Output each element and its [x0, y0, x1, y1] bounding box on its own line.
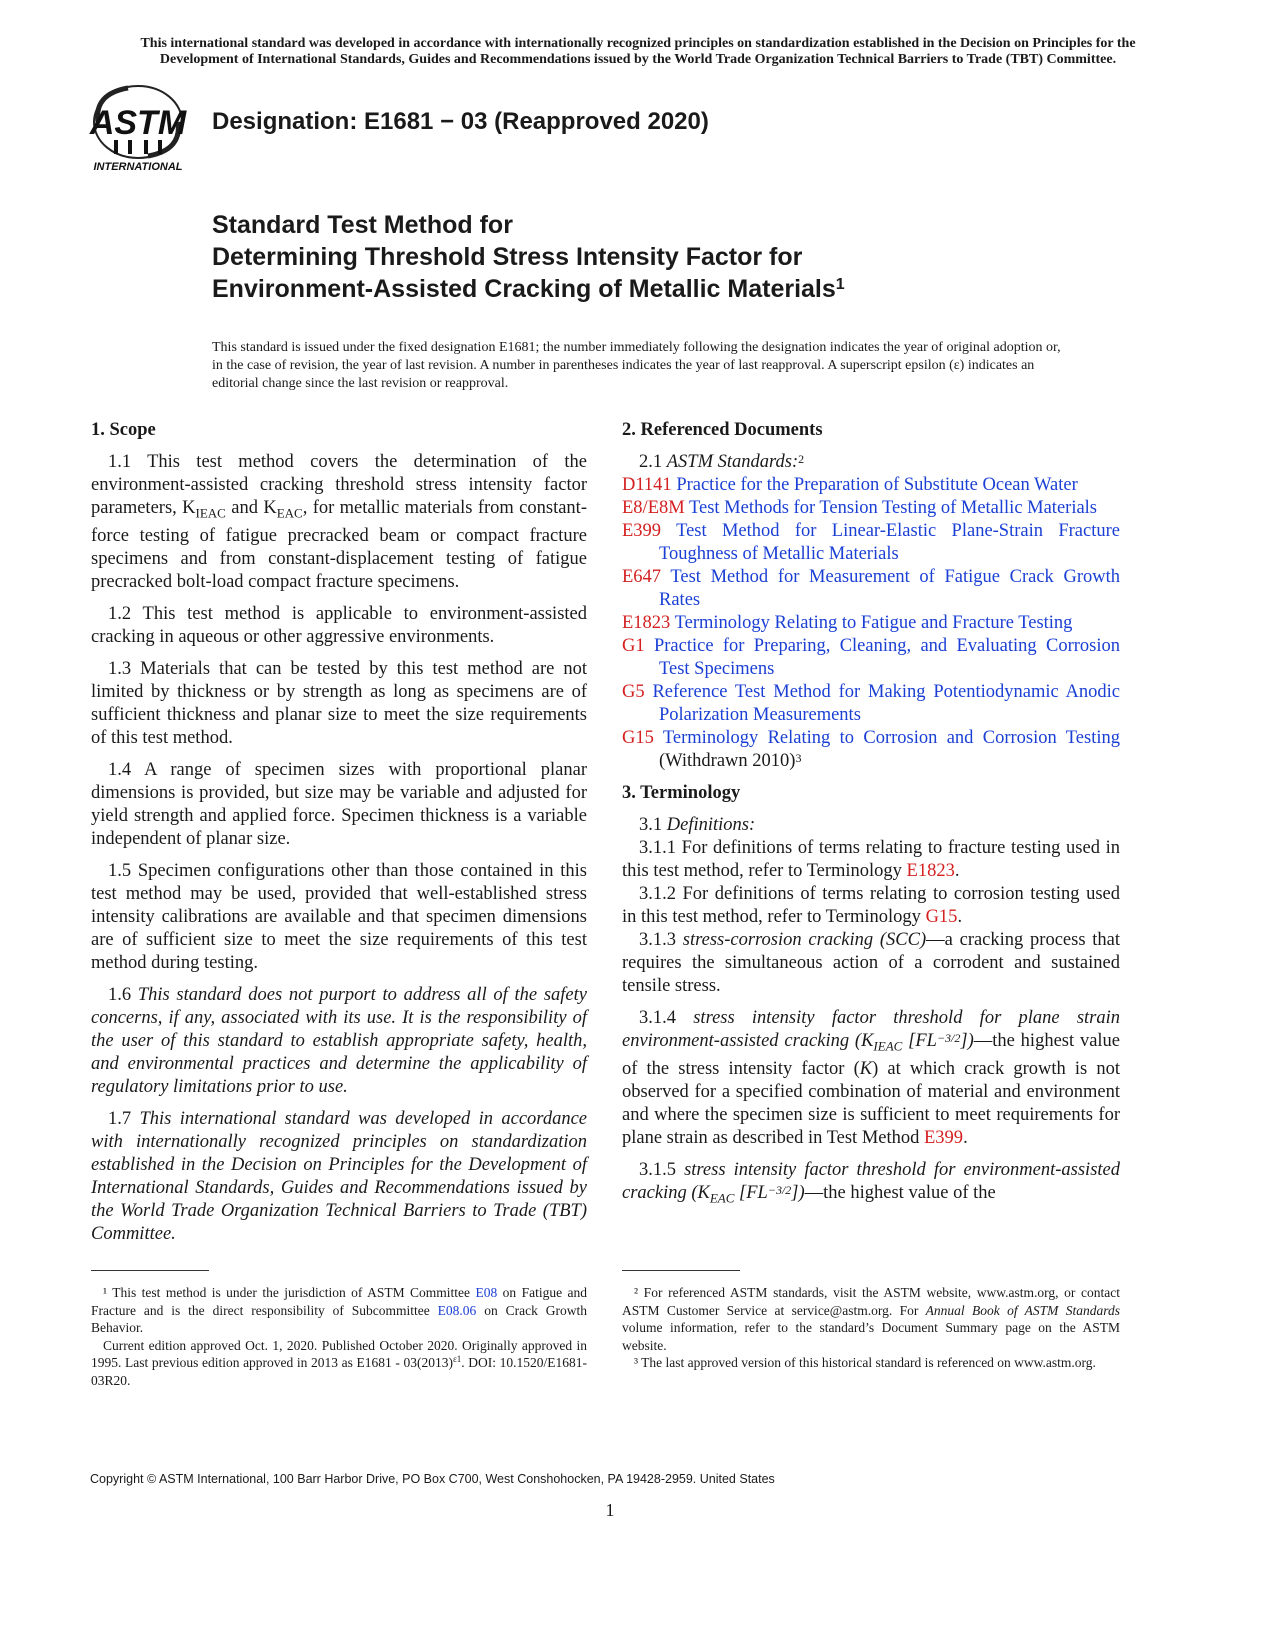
reference-code-link[interactable]: D1141 — [622, 475, 672, 495]
reference-title-link[interactable]: Test Methods for Tension Testing of Metallic Materials — [689, 498, 1098, 518]
reference-title-link[interactable]: Terminology Relating to Fatigue and Fracture Testing — [674, 613, 1073, 633]
reference-code-link[interactable]: G5 — [622, 682, 645, 702]
reference-item — [622, 566, 1120, 612]
paragraph-1-5: 1.5 Specimen configurations other than those contained in this test method may be used, provided that well-established stress intensity calibrations are available and that specimen dimensions are of sufficient size to meet the size requirements of this test method during testing. — [91, 860, 587, 973]
notice-line-1: This international standard was developed in accordance with internationally recognized principles on standardization established in the Decision on Principles for the — [140, 36, 1136, 51]
reference-title-link[interactable]: Practice for the Preparation of Substitute Ocean Water — [676, 475, 1078, 495]
astm-logo — [88, 84, 192, 176]
footnote-rule-left — [91, 1270, 209, 1271]
reference-item — [622, 520, 1120, 566]
left-column — [91, 419, 587, 1255]
astm-logo-mark — [88, 84, 192, 176]
link-e1823[interactable]: E1823 — [906, 861, 955, 881]
footnote-1-edition: Current edition approved Oct. 1, 2020. Published October 2020. Originally approved in 1995. Last previous edition approved in 2013 as $E1681 - 03(2013)^{\varepsilon 1}$. DOI: 10.1520/E1681-03R20. — [91, 1337, 587, 1388]
paragraph-1-7: 1.7 This international standard was developed in accordance with internationally recognized principles on standardization established in the Decision on Principles for the Development of International Standards, Guides and Recommendations issued by the World Trade Organization Technical Barriers to Trade (TBT) Committee. — [91, 1108, 587, 1244]
paragraph-3-1-1: 3.1.1 For definitions of terms relating to fracture testing used in this test method, refer to Terminology E1823. — [622, 838, 1120, 881]
document-title — [212, 209, 845, 305]
definitions-label: 3.1 Definitions: — [639, 815, 756, 835]
notice-line-2: Development of International Standards, Guides and Recommendations issued by the World Trade Organization Technical Barriers to Trade (TBT) Committee. — [159, 52, 1117, 67]
right-column — [622, 419, 1120, 1218]
international-standard-notice — [88, 36, 1188, 68]
designation: Designation: E1681 − 03 (Reapproved 2020) — [212, 108, 709, 135]
reference-footnote-mark: 3 — [795, 751, 802, 765]
link-g15[interactable]: G15 — [925, 907, 958, 927]
paragraph-3-1-5: 3.1.5 stress intensity factor threshold for environment-assisted cracking ($K_{EAC}$ $[FL^{-3/2}])—the$ highest value of the — [622, 1159, 1120, 1206]
paragraph-3-1-3: 3.1.3 stress-corrosion cracking (SCC)—a cracking process that requires the simultaneous action of a corrodent and sustained tensile stress. — [622, 930, 1121, 996]
reference-code-link[interactable]: E1823 — [622, 613, 671, 633]
reference-title-link[interactable]: Reference Test Method for Making Potentiodynamic Anodic Polarization Measurements — [652, 682, 1120, 725]
reference-code-link[interactable]: E647 — [622, 567, 662, 587]
footnote-1: ¹ This test method is under the jurisdiction of ASTM Committee E08 on Fatigue and Fracture and is the direct responsibility of Subcommittee E08.06 on Crack Growth Behavior. — [91, 1285, 587, 1335]
link-e08[interactable]: E08 — [475, 1285, 498, 1300]
reference-item — [622, 612, 1120, 635]
link-e08-06[interactable]: E08.06 — [437, 1302, 477, 1318]
reference-item — [622, 497, 1120, 520]
reference-code-link[interactable]: G15 — [622, 728, 654, 748]
link-e399[interactable]: E399 — [924, 1127, 964, 1148]
footnotes-left — [91, 1284, 587, 1389]
page-number: 1 — [605, 1500, 615, 1520]
footnote-2: ² For referenced ASTM standards, visit the ASTM website, www.astm.org, or contact ASTM Customer Service at service@astm.org. For Annual Book of ASTM Standards volume information, refer to the standard’s Document Summary page on the ASTM website. — [622, 1285, 1120, 1353]
reference-item — [622, 681, 1120, 727]
reference-item — [622, 474, 1120, 497]
reference-code-link[interactable]: E8/E8M — [622, 498, 685, 518]
section-heading-referenced: 2. Referenced Documents — [622, 420, 823, 440]
logo-text: INTERNATIONAL — [93, 161, 183, 173]
footnote-rule-right — [622, 1270, 740, 1271]
title-line-1: Standard Test Method for — [212, 211, 513, 239]
svg-text:ASTM: ASTM — [89, 104, 187, 142]
reference-title-link[interactable]: Practice for Preparing, Cleaning, and Evaluating Corrosion Test Specimens — [653, 636, 1120, 679]
reference-title-link[interactable]: Terminology Relating to Corrosion and Corrosion Testing — [662, 728, 1120, 748]
reference-item — [622, 635, 1120, 681]
paragraph-1-4: 1.4 A range of specimen sizes with proportional planar dimensions is provided, but size may be variable and adjusted for yield strength and applied force. Specimen thickness is a variable independent of planar size. — [91, 759, 587, 849]
reference-code-link[interactable]: E399 — [622, 521, 662, 541]
footnotes-right — [622, 1284, 1120, 1372]
reference-code-link[interactable]: G1 — [622, 636, 645, 656]
copyright: Copyright © ASTM International, 100 Barr Harbor Drive, PO Box C700, West Conshohocken, PA 19428-2959. United States — [90, 1472, 775, 1486]
title-footnote-mark: 1 — [835, 276, 845, 293]
footnote-3: ³ The last approved version of this historical standard is referenced on www.astm.org. — [634, 1355, 1096, 1370]
section-heading-terminology: 3. Terminology — [622, 783, 741, 803]
issued-note: This standard is issued under the fixed designation E1681; the number immediately following the designation indicates the year of original adoption or, in the case of revision, the year of last revision. A number in parentheses indicates the year of last reapproval. A superscript epsilon (ε) indicates an editorial change since the last revision or reapproval. — [212, 340, 1061, 391]
astm-standards-label: 2.1 ASTM Standards:$^2$ — [639, 452, 805, 472]
paragraph-1-3: 1.3 Materials that can be tested by this test method are not limited by thickness or by strength as long as specimens are of sufficient thickness and planar size to meet the size requirements of this test method. — [91, 658, 587, 748]
paragraph-1-6: 1.6 This standard does not purport to address all of the safety concerns, if any, associated with its use. It is the responsibility of the user of this standard to establish appropriate safety, health, and environmental practices and determine the applicability of regulatory limitations prior to use. — [91, 984, 587, 1097]
paragraph-3-1-2: 3.1.2 For definitions of terms relating to corrosion testing used in this test method, refer to Terminology G15. — [622, 884, 1120, 927]
paragraph-1-2: 1.2 This test method is applicable to environment-assisted cracking in aqueous or other aggressive environments. — [91, 603, 587, 647]
reference-note: (Withdrawn 2010) — [659, 751, 796, 771]
reference-item — [622, 727, 1120, 773]
paragraph-1-1: 1.1 This test method covers the determination of the environment-assisted cracking threshold stress intensity factor parameters, $K_{IEAC}$ and $K_{EAC}$, for metallic materials from constant-force testing of fatigue precracked beam or compact fracture specimens and from constant-displacement testing of fatigue precracked bolt-load compact fracture specimens. — [91, 452, 587, 592]
reference-title-link[interactable]: Test Method for Measurement of Fatigue Crack Growth Rates — [659, 567, 1120, 610]
title-line-2: Determining Threshold Stress Intensity Factor for — [212, 243, 803, 271]
reference-title-link[interactable]: Test Method for Linear-Elastic Plane-Strain Fracture Toughness of Metallic Materials — [659, 521, 1120, 564]
section-heading-scope: 1. Scope — [91, 420, 156, 440]
title-line-3: Environment-Assisted Cracking of Metallic Materials$^1$ — [212, 275, 845, 303]
reference-list — [622, 474, 1120, 773]
paragraph-3-1-4: 3.1.4 stress intensity factor threshold for plane strain environment-assisted cracking ($K_{IEAC}$ $[FL^{-3/2}])—the$ highest value of the stress intensity factor (K) at which crack growth is not observed for a specified combination of material and environment and where the specimen size is sufficient to meet requirements for plane strain as described in Test Method E399. — [622, 1008, 1121, 1148]
